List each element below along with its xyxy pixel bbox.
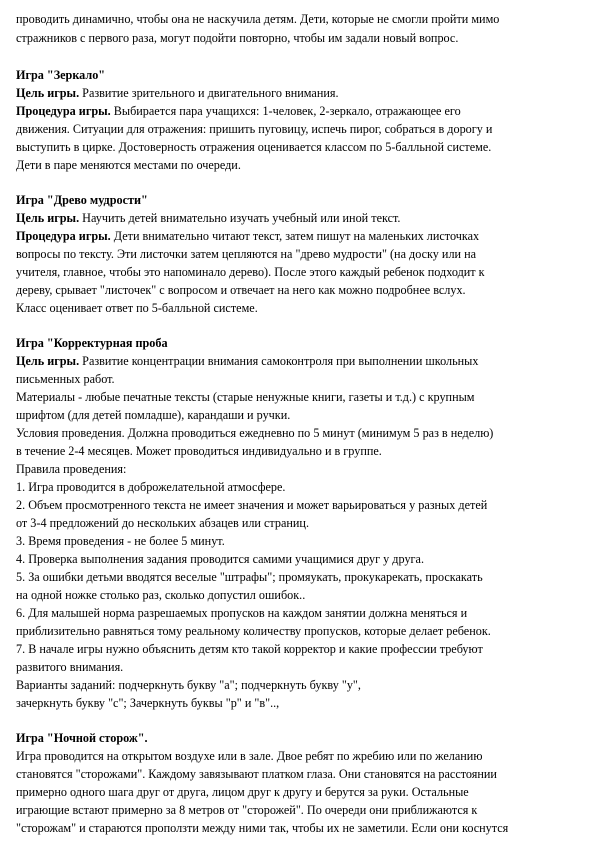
text-line xyxy=(16,281,582,299)
section-heading-mirror xyxy=(16,66,582,84)
line-text: "сторожам" и стараются проползти между ними так, чтобы их не заметили. Если они коснутся xyxy=(16,821,509,835)
text-line xyxy=(16,640,582,658)
text-line xyxy=(16,568,582,586)
text-line xyxy=(16,388,582,406)
bold-label: Игра "Ночной сторож". xyxy=(16,731,148,745)
text-line xyxy=(16,604,582,622)
line-text: Класс оценивает ответ по 5-балльной системе. xyxy=(16,301,258,315)
line-text: Развитие зрительного и двигательного внимания. xyxy=(79,86,339,100)
text-line xyxy=(16,532,582,550)
text-line xyxy=(16,765,582,783)
line-text: проводить динамично, чтобы она не наскучила детям. Дети, которые не смогли пройти мимо xyxy=(16,12,500,26)
line-text: примерно одного шага друг от друга, лицом друг к другу и берутся за руки. Остальные xyxy=(16,785,469,799)
line-text: Варианты заданий: подчеркнуть букву "а"; подчеркнуть букву "у", xyxy=(16,678,361,692)
line-text: Развитие концентрации внимания самоконтроля при выполнении школьных xyxy=(79,354,479,368)
line-text: приблизительно равняться тому реальному количеству пропусков, которые делает ребенок. xyxy=(16,624,491,638)
line-text: стражников с первого раза, могут подойти повторно, чтобы им задали новый вопрос. xyxy=(16,31,459,45)
text-line xyxy=(16,29,582,47)
text-line xyxy=(16,84,582,102)
bold-label: Игра "Зеркало" xyxy=(16,68,106,82)
line-text: становятся "сторожами". Каждому завязывают платком глаза. Они становятся на расстоянии xyxy=(16,767,497,781)
line-text: играющие встают примерно за 8 метров от "сторожей". По очереди они приближаются к xyxy=(16,803,478,817)
line-text: 6. Для малышей норма разрешаемых пропусков на каждом занятии должна меняться и xyxy=(16,606,468,620)
line-text: движения. Ситуации для отражения: пришить пуговицу, испечь пирог, собраться в дорогу и xyxy=(16,122,493,136)
text-line xyxy=(16,120,582,138)
line-text: дереву, срывает "листочек" с вопросом и отвечает на него как можно подробнее вслух. xyxy=(16,283,466,297)
text-line xyxy=(16,352,582,370)
bold-label: Цель игры. xyxy=(16,354,80,368)
line-text: зачеркнуть букву "с"; Зачеркнуть буквы "р" и "в".., xyxy=(16,696,280,710)
line-text: шрифтом (для детей помладше), карандаши и ручки. xyxy=(16,408,291,422)
text-line xyxy=(16,138,582,156)
text-line xyxy=(16,10,582,28)
text-line xyxy=(16,694,582,712)
line-text: учителя, главное, чтобы это напоминало дерево). После этого каждый ребенок подходит к xyxy=(16,265,485,279)
text-line xyxy=(16,819,582,837)
section-heading-watchman xyxy=(16,729,582,747)
bold-label: Процедура игры. xyxy=(16,104,111,118)
text-line xyxy=(16,460,582,478)
text-line xyxy=(16,156,582,174)
section-heading-tree xyxy=(16,191,582,209)
section-heading-proof xyxy=(16,334,582,352)
line-text: письменных работ. xyxy=(16,372,115,386)
line-text: Правила проведения: xyxy=(16,462,127,476)
line-text: 2. Объем просмотренного текста не имеет значения и может варьироваться у разных детей xyxy=(16,498,488,512)
line-text: Материалы - любые печатные тексты (старые ненужные книги, газеты и т.д.) с крупным xyxy=(16,390,475,404)
text-line xyxy=(16,783,582,801)
text-line xyxy=(16,209,582,227)
text-line xyxy=(16,496,582,514)
text-line xyxy=(16,245,582,263)
line-text: 4. Проверка выполнения задания проводится самими учащимися друг у друга. xyxy=(16,552,424,566)
text-line xyxy=(16,658,582,676)
bold-label: Цель игры. xyxy=(16,86,80,100)
bold-label: Цель игры. xyxy=(16,211,80,225)
bold-label: Процедура игры. xyxy=(16,229,111,243)
line-text: развитого внимания. xyxy=(16,660,124,674)
text-line xyxy=(16,370,582,388)
line-text: Научить детей внимательно изучать учебный или иной текст. xyxy=(79,211,401,225)
line-text: 1. Игра проводится в доброжелательной атмосфере. xyxy=(16,480,286,494)
bold-label: Игра "Корректурная проба xyxy=(16,336,168,350)
bold-label: Игра "Древо мудрости" xyxy=(16,193,148,207)
line-text: 5. За ошибки детьми вводятся веселые "штрафы"; промяукать, прокукарекать, проскакать xyxy=(16,570,483,584)
text-line xyxy=(16,622,582,640)
line-text: в течение 2-4 месяцев. Может проводиться индивидуально и в группе. xyxy=(16,444,382,458)
line-text: 3. Время проведения - не более 5 минут. xyxy=(16,534,225,548)
line-text: 7. В начале игры нужно объяснить детям кто такой корректор и какие профессии требуют xyxy=(16,642,483,656)
line-text: Игра проводится на открытом воздухе или в зале. Двое ребят по жребию или по желанию xyxy=(16,749,483,763)
line-text: Дети внимательно читают текст, затем пишут на маленьких листочках xyxy=(110,229,480,243)
text-line xyxy=(16,676,582,694)
line-text: Выбирается пара учащихся: 1-человек, 2-зеркало, отражающее его xyxy=(110,104,461,118)
text-line xyxy=(16,227,582,245)
text-line xyxy=(16,299,582,317)
line-text: на одной ножке столько раз, сколько допустил ошибок.. xyxy=(16,588,306,602)
text-line xyxy=(16,442,582,460)
text-line xyxy=(16,586,582,604)
text-line xyxy=(16,102,582,120)
line-text: выступить в цирке. Достоверность отражения оценивается классом по 5-балльной системе. xyxy=(16,140,492,154)
text-line xyxy=(16,550,582,568)
text-line xyxy=(16,747,582,765)
text-line xyxy=(16,263,582,281)
line-text: Условия проведения. Должна проводиться ежедневно по 5 минут (минимум 5 раз в неделю) xyxy=(16,426,494,440)
text-line xyxy=(16,514,582,532)
line-text: вопросы по тексту. Эти листочки затем цепляются на "древо мудрости" (на доску или на xyxy=(16,247,477,261)
text-line xyxy=(16,424,582,442)
text-line xyxy=(16,478,582,496)
line-text: Дети в паре меняются местами по очереди. xyxy=(16,158,241,172)
line-text: от 3-4 предложений до нескольких абзацев или страниц. xyxy=(16,516,310,530)
text-line xyxy=(16,801,582,819)
text-line xyxy=(16,406,582,424)
